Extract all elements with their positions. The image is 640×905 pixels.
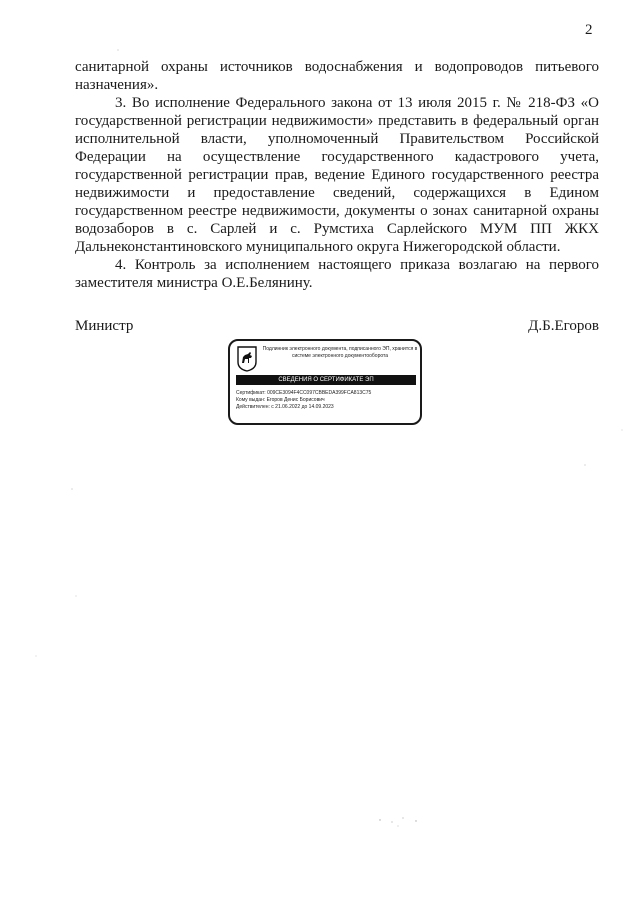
electronic-signature-stamp xyxy=(228,339,422,425)
certificate-validity: Действителен: с 21.06.2022 до 14.09.2023 xyxy=(236,404,334,410)
signature-block xyxy=(75,318,599,338)
stamp-owner-note: Подлинник электронного документа, подписанного ЭП, хранится в системе электронного документооборота xyxy=(262,346,418,359)
document-body xyxy=(75,58,599,292)
paragraph-continuation: санитарной охраны источников водоснабжения и водопроводов питьевого назначения». xyxy=(75,59,599,93)
signatory-name: Д.Б.Егоров xyxy=(528,318,599,334)
paragraph-item-3: 3. Во исполнение Федерального закона от 13 июля 2015 г. № 218-ФЗ «О государственной регистрации недвижимости» представить в федеральный орган исполнительной власти, уполномоченный Правительством Российской Федерации на осуществление государственного кадастрового учета, государственной регистрации прав, ведение Единого государственного реестра недвижимости и предоставление сведений, содержащихся в Едином государственном реестре недвижимости, документы о зонах санитарной охраны водозаборов в с. Сарлей и с. Румстиха Сарлейского МУМ ПП ЖКХ Дальнеконстантиновского муниципального округа Нижегородской области. xyxy=(75,95,599,255)
paragraph-item-4: 4. Контроль за исполнением настоящего приказа возлагаю на первого заместителя министра О.Е.Белянину. xyxy=(75,257,599,291)
stamp-header: СВЕДЕНИЯ О СЕРТИФИКАТЕ ЭП xyxy=(236,375,416,385)
signatory-position: Министр xyxy=(75,318,134,334)
certificate-number: Сертификат: 009CE3094F4CC097CBBEDA399FCA813C75 xyxy=(236,390,372,396)
coat-of-arms-icon xyxy=(237,346,257,372)
certificate-owner: Кому выдан: Егоров Денис Борисович xyxy=(236,397,325,403)
page-number: 2 xyxy=(585,22,593,38)
stamp-details xyxy=(236,390,416,411)
